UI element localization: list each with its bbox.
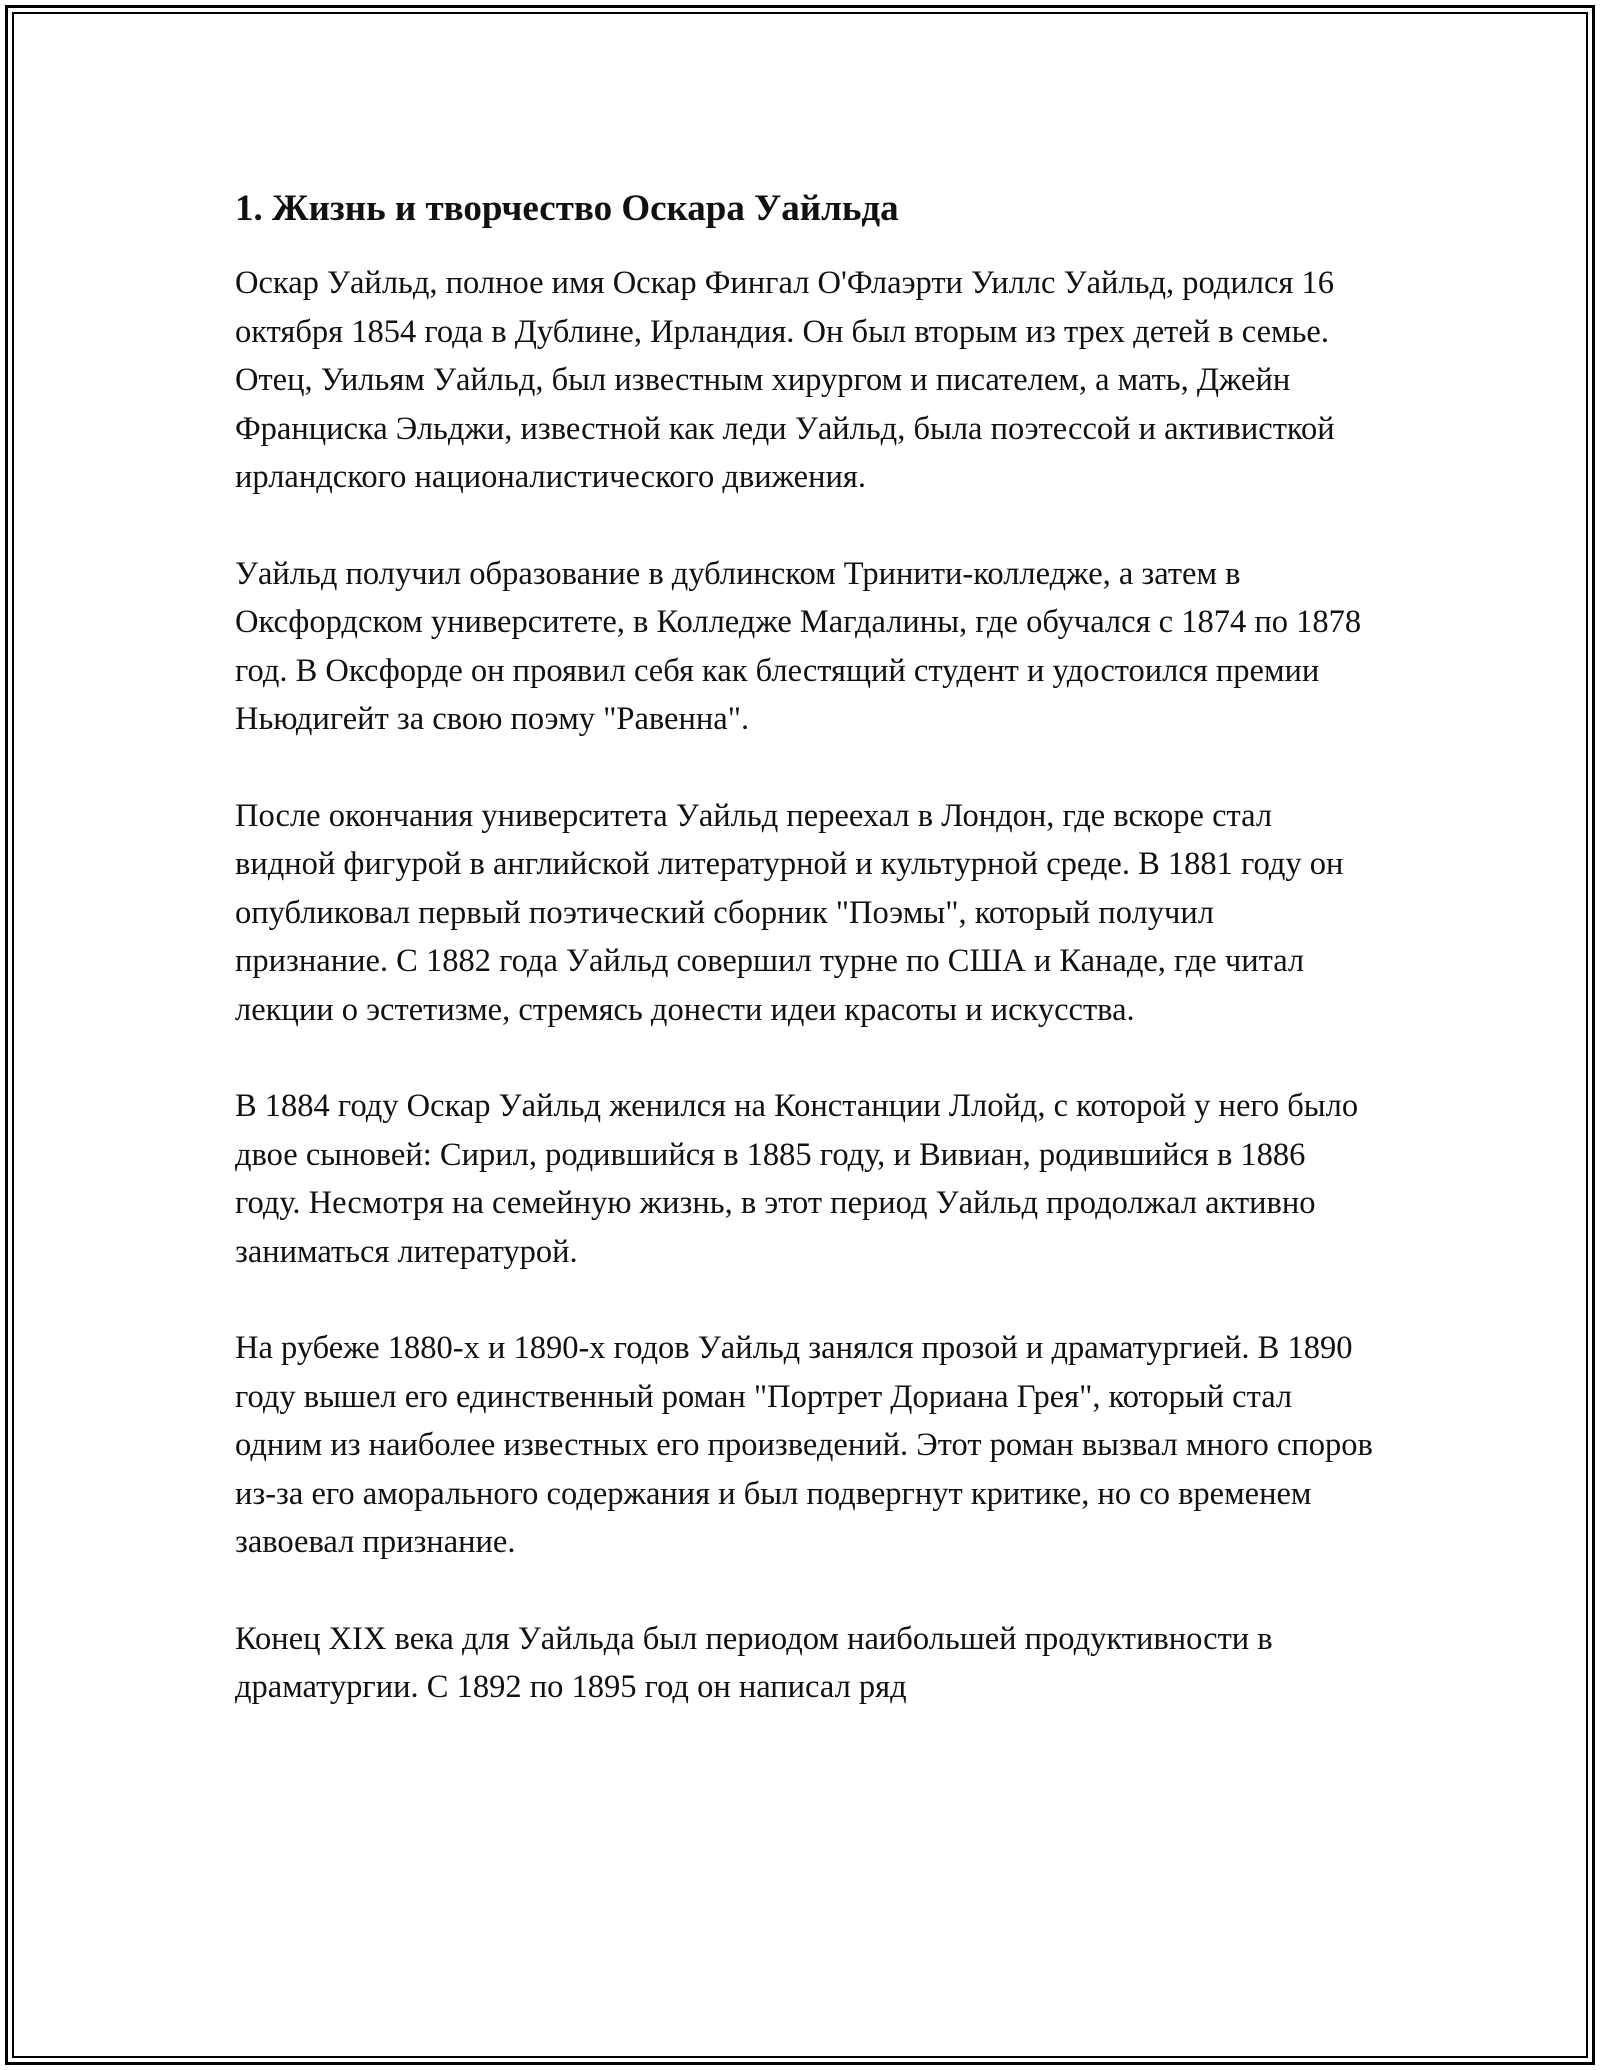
paragraph-6: Конец XIX века для Уайльда был периодом наибольшей продуктивности в драматургии. С 1892 по 1895 год он написал ряд <box>235 1620 1273 1706</box>
paragraph-4: В 1884 году Оскар Уайльд женился на Констанции Ллойд, с которой у него было двое сыновей: Сирил, родившийся в 1885 году, и Вивиан, родившийся в 1886 году. Несмотря на семейную жизнь, в этот период Уайльд продолжал активно заниматься литературой. <box>235 1088 1359 1270</box>
paragraph-5: На рубеже 1880-х и 1890-х годов Уайльд занялся прозой и драматургией. В 1890 году вышел его единственный роман "Портрет Дориана Грея", который стал одним из наиболее известных его произведений. Этот роман вызвал много споров из-за его аморального содержания и был подвергнут критике, но со временем завоевал признание. <box>235 1330 1373 1561</box>
paragraph-1: Оскар Уайльд, полное имя Оскар Фингал О'Флаэрти Уиллс Уайльд, родился 16 октября 1854 года в Дублине, Ирландия. Он был вторым из трех детей в семье. Отец, Уильям Уайльд, был известным хирургом и писателем, а мать, Джейн Франциска Эльджи, известной как леди Уайльд, была поэтессой и активисткой ирландского националистического движения. <box>235 265 1335 496</box>
paragraph-3: После окончания университета Уайльд переехал в Лондон, где вскоре стал видной фигурой в английской литературной и культурной среде. В 1881 году он опубликовал первый поэтический сборник "Поэмы", который получил признание. С 1882 года Уайльд совершил турне по США и Канаде, где читал лекции о эстетизме, стремясь донести идеи красоты и искусства. <box>235 797 1344 1028</box>
section-heading: 1. Жизнь и творчество Оскара Уайльда <box>235 188 899 229</box>
paragraph-2: Уайльд получил образование в дублинском Тринити-колледже, а затем в Оксфордском университете, в Колледже Магдалины, где обучался с 1874 по 1878 год. В Оксфорде он проявил себя как блестящий студент и удостоился премии Ньюдигейт за свою поэму "Равенна". <box>235 555 1362 738</box>
document-body <box>235 185 1375 1760</box>
